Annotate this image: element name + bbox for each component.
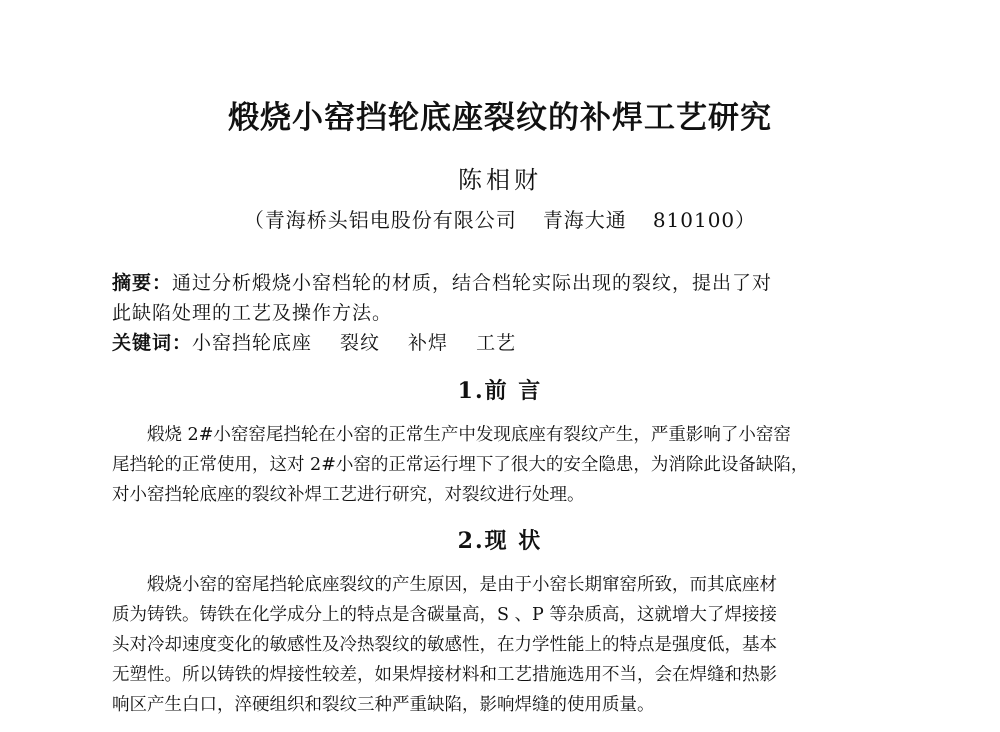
abstract-line-2: 此缺陷处理的工艺及操作方法。 bbox=[112, 302, 393, 324]
author-name: 陈相财 bbox=[458, 166, 542, 194]
keywords-label: 关键词： bbox=[112, 332, 193, 354]
affiliation bbox=[0, 204, 1000, 233]
paragraph-line: 对小窑挡轮底座的裂纹补焊工艺进行研究，对裂纹进行处理。 bbox=[112, 485, 585, 505]
paragraph-line: 质为铸铁。铸铁在化学成分上的特点是含碳量高，S 、P 等杂质高，这就增大了焊接接 bbox=[112, 605, 777, 625]
affiliation-open-paren: （ bbox=[243, 208, 265, 232]
section-heading-introduction: 1.前 言 bbox=[457, 378, 543, 404]
affiliation-company: 青海桥头铝电股份有限公司 bbox=[264, 208, 517, 232]
paragraph-line: 煅烧小窑的窑尾挡轮底座裂纹的产生原因，是由于小窑长期窜窑所致，而其底座材 bbox=[112, 575, 777, 595]
keyword-item: 小窑挡轮底座 bbox=[192, 332, 313, 354]
keyword-item: 补焊 bbox=[408, 332, 449, 354]
paragraph-line: 头对冷却速度变化的敏感性及冷热裂纹的敏感性，在力学性能上的特点是强度低，基本 bbox=[112, 635, 777, 655]
affiliation-location: 青海大通 bbox=[542, 208, 627, 232]
paragraph-line: 煅烧 2#小窑窑尾挡轮在小窑的正常生产中发现底座有裂纹产生，严重影响了小窑窑 bbox=[112, 425, 791, 445]
affiliation-close-paren: ） bbox=[735, 208, 757, 232]
keyword-item: 工艺 bbox=[476, 332, 517, 354]
abstract-text-1: 通过分析煅烧小窑档轮的材质，结合档轮实际出现的裂纹，提出了对 bbox=[172, 272, 773, 294]
abstract-line-1 bbox=[112, 268, 882, 298]
abstract-label: 摘要： bbox=[112, 272, 173, 294]
abstract-block bbox=[112, 268, 882, 358]
status-paragraph bbox=[112, 570, 872, 720]
introduction-paragraph bbox=[112, 420, 872, 510]
paragraph-line: 无塑性。所以铸铁的焊接性较差，如果焊接材料和工艺措施选用不当，会在焊缝和热影 bbox=[112, 665, 777, 685]
section-heading-status: 2.现 状 bbox=[457, 528, 543, 554]
keyword-item: 裂纹 bbox=[340, 332, 381, 354]
affiliation-postcode: 810100 bbox=[652, 208, 736, 232]
keywords-line bbox=[112, 328, 882, 358]
paragraph-line: 尾挡轮的正常使用，这对 2#小窑的正常运行埋下了很大的安全隐患，为消除此设备缺陷， bbox=[112, 455, 809, 475]
paragraph-line: 响区产生白口，淬硬组织和裂纹三种严重缺陷，影响焊缝的使用质量。 bbox=[112, 695, 655, 715]
paper-title: 煅烧小窑挡轮底座裂纹的补焊工艺研究 bbox=[228, 100, 772, 136]
